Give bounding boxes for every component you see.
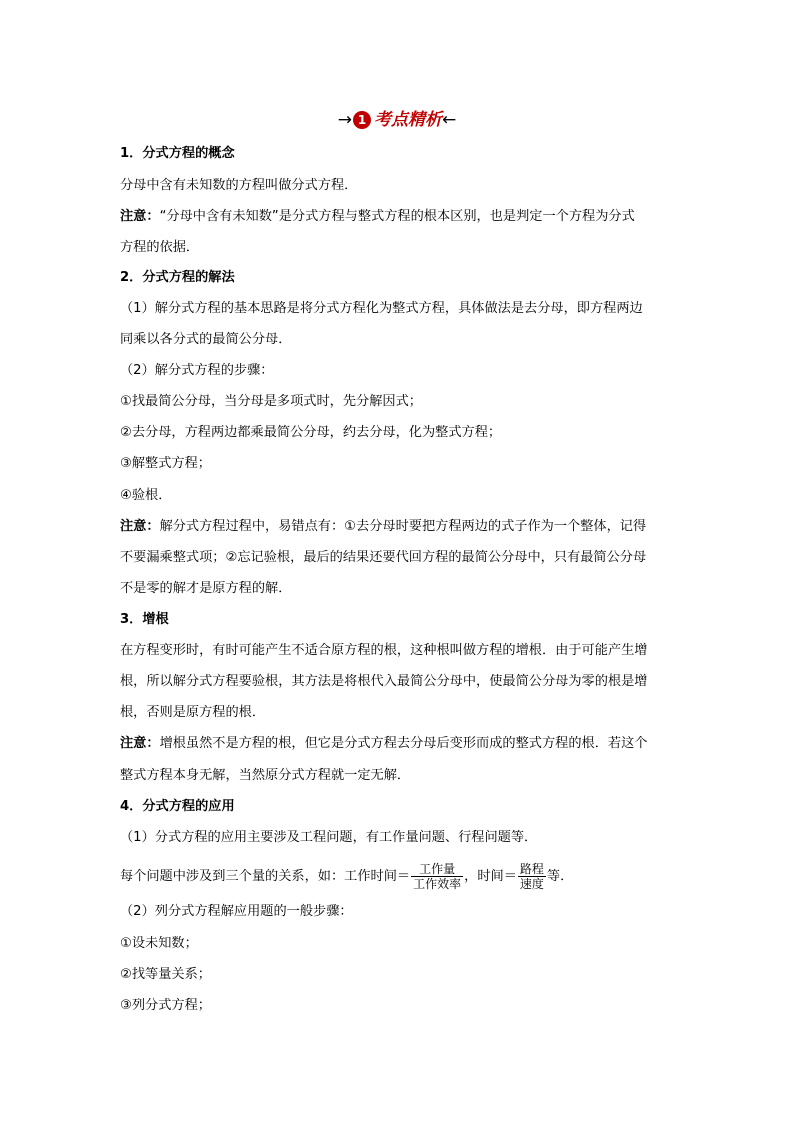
note-text: 增根虽然不是方程的根，但它是分式方程去分母后变形而成的整式方程的根．若这个 [159,736,648,751]
list-item: ①找最简公分母，当分母是多项式时，先分解因式； [120,394,422,409]
note-line: 不要漏乘整式项；②忘记验根，最后的结果还要代回方程的最简公分母中，只有最简公分母 [120,550,647,565]
paragraph: 分母中含有未知数的方程叫做分式方程． [120,178,358,193]
heading-3: 3．增根 [120,612,169,627]
formula-line [120,860,680,894]
arrow-left-icon: ← [442,110,457,130]
list-item: ③解整式方程； [120,456,211,471]
fraction-time [518,862,546,891]
note-line: 方程的依据． [120,240,200,255]
numerator: 工作量 [411,862,463,877]
list-item: ③列分式方程； [120,998,211,1013]
heading-1: 1．分式方程的概念 [120,146,235,161]
paragraph: 在方程变形时，有时可能产生不适合原方程的根，这种根叫做方程的增根．由于可能产生增 [120,643,648,658]
note-line: 整式方程本身无解，当然原分式方程就一定无解． [120,768,411,783]
section-title [0,110,794,130]
title-text: 考点精析 [374,110,442,130]
numerator: 路程 [519,861,544,876]
list-item: ④验根． [120,488,172,503]
arrow-right-icon: → [337,110,352,130]
list-item: ②去分母，方程两边都乘最简公分母，约去分母，化为整式方程； [120,425,502,440]
note-line [120,207,680,227]
paragraph: 根，否则是原方程的根． [120,705,266,720]
list-item: ②找等量关系； [120,967,211,982]
formula-text: 每个问题中涉及到三个量的关系，如：工作时间＝ [120,869,411,884]
note-label: 注意： [120,736,160,751]
note-label: 注意： [120,519,160,534]
paragraph: （1）分式方程的应用主要涉及工程问题，有工作量问题、行程问题等． [120,830,538,845]
note-line: 不是零的解才是原方程的解． [120,581,292,596]
paragraph: （2）解分式方程的步骤： [120,363,274,378]
list-item: ①设未知数； [120,936,198,951]
paragraph: 根，所以解分式方程要验根，其方法是将根代入最简公分母中，使最简公分母为零的根是增 [120,674,648,689]
number-badge: 1 [353,111,371,129]
note-label: 注意： [120,209,160,224]
formula-text: ，时间＝ [464,869,517,884]
paragraph: 同乘以各分式的最简公分母． [120,332,292,347]
denominator: 速度 [519,876,544,891]
note-text: “分母中含有未知数”是分式方程与整式方程的根本区别，也是判定一个方程为分式 [159,209,635,224]
note-text: 解分式方程过程中，易错点有：①去分母时要把方程两边的式子作为一个整体，记得 [159,519,647,534]
formula-text: 等． [546,869,574,884]
paragraph: （2）列分式方程解应用题的一般步骤： [120,904,353,919]
heading-4: 4．分式方程的应用 [120,799,235,814]
paragraph: （1）解分式方程的基本思路是将分式方程化为整式方程，具体做法是去分母，即方程两边 [120,301,643,316]
heading-2: 2．分式方程的解法 [120,270,235,285]
fraction-work-time [411,862,463,891]
denominator: 工作效率 [413,876,462,891]
note-line [120,517,680,537]
note-line [120,734,680,754]
